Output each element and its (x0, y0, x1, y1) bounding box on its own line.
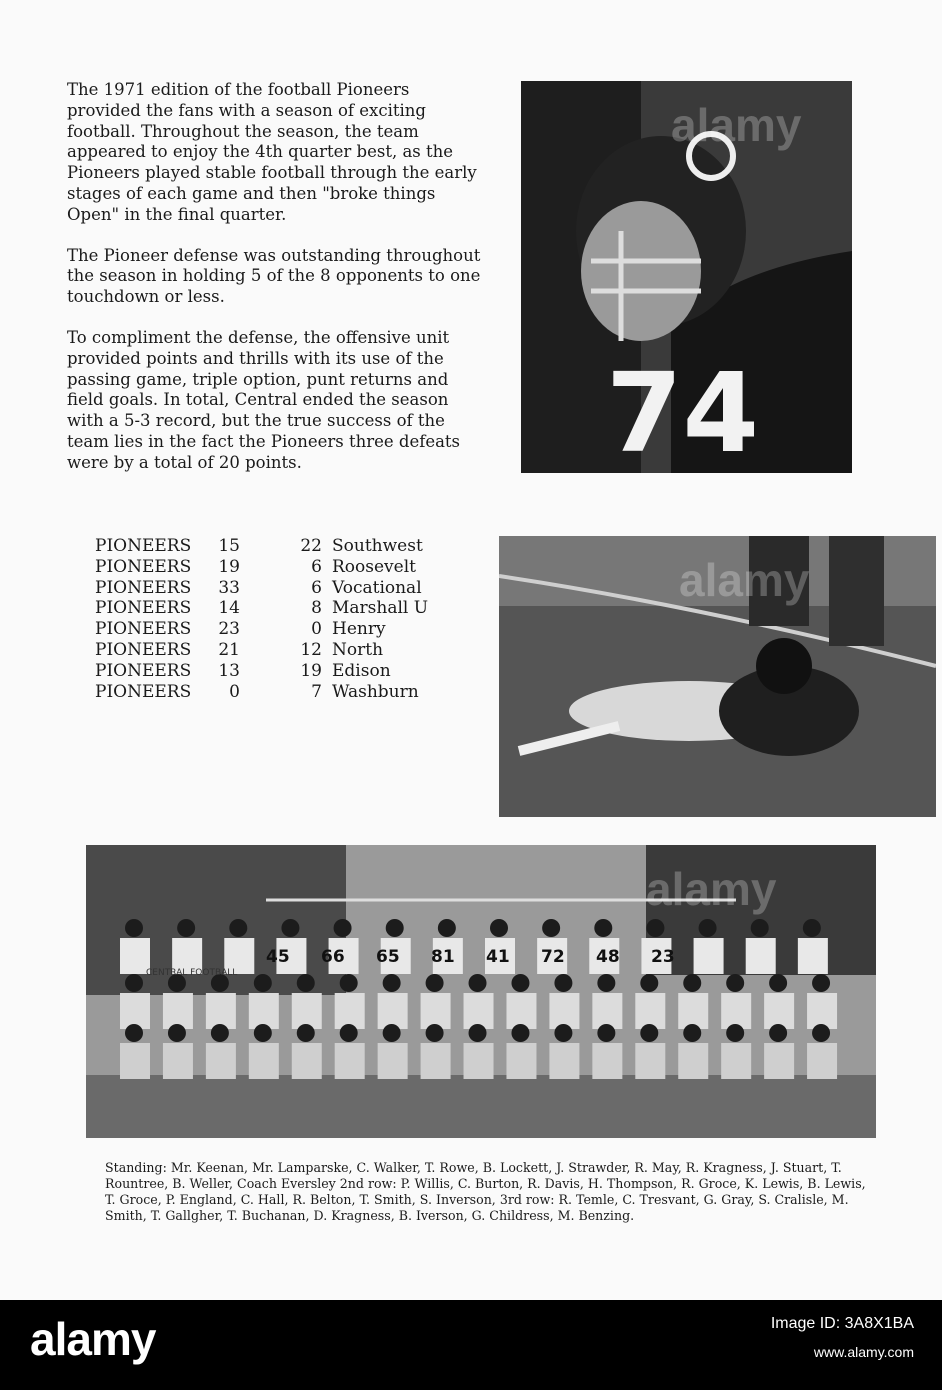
player-jersey (421, 1043, 451, 1079)
player-head (340, 1024, 358, 1042)
image-id: Image ID: 3A8X1BA (770, 1315, 914, 1332)
player-jersey (506, 993, 536, 1029)
player-head (769, 974, 787, 992)
site-url: www.alamy.com (813, 1344, 914, 1360)
intro-text (67, 80, 487, 494)
team-jersey-number: 48 (596, 947, 620, 967)
score-row (95, 557, 428, 578)
player-head (511, 1024, 529, 1042)
intro-paragraph: To compliment the defense, the offensive unit provided points and thrills with its use of the passing game, triple option, punt returns and field goals. In total, Central ended the season with a 5-3 record, but the true success of the team lies in the fact the Pioneers three defeats were by a total of 20 points. (67, 327, 461, 472)
player-head (211, 1024, 229, 1042)
intro-paragraph: The Pioneer defense was outstanding throughout the season in holding 5 of the 8 opponents to one touchdown or less. (67, 245, 481, 307)
pioneers-score: 0 (229, 681, 240, 702)
score-row (95, 536, 428, 557)
opponent-score: 19 (300, 660, 322, 681)
player-jersey (764, 1043, 794, 1079)
tackle-action-photo (499, 536, 936, 817)
player-head (383, 1024, 401, 1042)
player-head (511, 974, 529, 992)
player-head (426, 1024, 444, 1042)
player-head (297, 974, 315, 992)
player-jersey (292, 993, 322, 1029)
player-head (769, 1024, 787, 1042)
player-jersey (249, 993, 279, 1029)
pioneers-score: 13 (218, 660, 240, 681)
jersey-number: 74 (606, 349, 760, 473)
player-jersey (678, 1043, 708, 1079)
player-head (751, 919, 769, 937)
player-head (640, 974, 658, 992)
team-jersey-number: 41 (486, 947, 510, 967)
image-id-block (771, 1310, 914, 1366)
player-head (229, 919, 247, 937)
player-jersey (421, 993, 451, 1029)
player-head (597, 1024, 615, 1042)
player-head (469, 1024, 487, 1042)
opponent-name: Vocational (332, 577, 422, 598)
opponent-score: 6 (311, 577, 322, 598)
team-jersey-number: 81 (431, 947, 455, 967)
player-head (177, 919, 195, 937)
team-name: PIONEERS (95, 619, 192, 640)
player-head (726, 974, 744, 992)
player-head (683, 974, 701, 992)
team-name: PIONEERS (95, 598, 192, 619)
team-photo-caption: Standing: Mr. Keenan, Mr. Lamparske, C. Walker, T. Rowe, B. Lockett, J. Strawder, R. May, R. Kragness, J. Stuart, T. Rountree, B. Weller, Coach Eversley 2nd row: P. Willis, C. Burton, R. Davis, H. Thompson, R. Groce, K. Lewis, B. Lewis, T. Groce, P. England, C. Hall, R. Belton, T. Smith, S. Inverson, 3rd row: R. Temle, C. Tresvant, G. Gray, S. Cralisle, M. Smith, T. Gallgher, T. Buchanan, D. Kragness, B. Iverson, G. Childress, M. Benzing. (105, 1160, 866, 1223)
player-jersey (120, 993, 150, 1029)
player-head (254, 974, 272, 992)
player-jersey (506, 1043, 536, 1079)
player-jersey (206, 1043, 236, 1079)
team-name: PIONEERS (95, 577, 192, 598)
player-head (334, 919, 352, 937)
opponent-score: 6 (311, 556, 322, 577)
opponent-name: Marshall U (332, 598, 429, 619)
opponent-name: Washburn (332, 681, 419, 702)
player-head (168, 1024, 186, 1042)
player-jersey (464, 993, 494, 1029)
player-head (594, 919, 612, 937)
pioneers-score: 21 (218, 639, 240, 660)
team-name: PIONEERS (95, 556, 192, 577)
pioneers-score: 15 (218, 536, 240, 556)
opponent-score: 22 (300, 536, 322, 556)
season-scores-table (95, 536, 428, 702)
player-jersey (807, 993, 837, 1029)
team-name: PIONEERS (95, 536, 192, 556)
team-name: PIONEERS (95, 681, 192, 702)
player-head (281, 919, 299, 937)
player-head (383, 974, 401, 992)
pioneers-score: 23 (218, 619, 240, 640)
intro-paragraph: The 1971 edition of the football Pioneers provided the fans with a season of exciting football. Throughout the season, the team appeared to enjoy the 4th quarter best, as the Pioneers played stable football through the early stages of each game and then "broke things Open" in the final quarter. (67, 80, 477, 224)
player-head (640, 1024, 658, 1042)
team-jersey-number: 45 (266, 947, 290, 967)
opponent-score: 7 (311, 681, 322, 702)
player-jersey (335, 1043, 365, 1079)
player-head (254, 1024, 272, 1042)
player-head (490, 919, 508, 937)
player-jersey (694, 938, 724, 974)
player-jersey (807, 1043, 837, 1079)
player-head (426, 974, 444, 992)
team-group-photo (86, 845, 876, 1138)
player-head (803, 919, 821, 937)
score-row (95, 598, 428, 619)
player-jersey (549, 1043, 579, 1079)
player-head (812, 974, 830, 992)
player-jersey (378, 993, 408, 1029)
score-row (95, 578, 428, 599)
watermark: alamy (671, 99, 802, 151)
player-head (683, 1024, 701, 1042)
player-head (438, 919, 456, 937)
player-jersey (378, 1043, 408, 1079)
player-jersey (635, 1043, 665, 1079)
team-banner: CENTRAL FOOTBALL (146, 968, 238, 978)
player-head (125, 1024, 143, 1042)
team-jersey-number: 72 (541, 947, 565, 967)
player-jersey (292, 1043, 322, 1079)
watermark: alamy (679, 554, 810, 606)
opponent-name: Southwest (332, 536, 423, 556)
player-jersey (120, 1043, 150, 1079)
player-head (554, 974, 572, 992)
opponent-score: 8 (311, 598, 322, 619)
player-head (597, 974, 615, 992)
player-jersey (592, 993, 622, 1029)
score-row (95, 640, 428, 661)
pioneers-score: 33 (218, 577, 240, 598)
player-jersey (206, 993, 236, 1029)
player-jersey (721, 1043, 751, 1079)
player-jersey (335, 993, 365, 1029)
opponent-score: 0 (311, 619, 322, 640)
player-jersey (764, 993, 794, 1029)
team-jersey-number: 65 (376, 947, 400, 967)
player-head (646, 919, 664, 937)
alamy-logo: alamy (30, 1313, 156, 1365)
team-jersey-number: 66 (321, 947, 345, 967)
player-head (542, 919, 560, 937)
player-jersey (464, 1043, 494, 1079)
watermark: alamy (646, 863, 777, 915)
player-jersey (678, 993, 708, 1029)
score-row (95, 682, 428, 703)
player-jersey (163, 993, 193, 1029)
player-head (469, 974, 487, 992)
player-head (812, 1024, 830, 1042)
player-head (554, 1024, 572, 1042)
opponent-name: North (332, 639, 384, 660)
score-row (95, 661, 428, 682)
team-name: PIONEERS (95, 639, 192, 660)
player-jersey (746, 938, 776, 974)
pioneers-score: 19 (218, 556, 240, 577)
player-jersey (592, 1043, 622, 1079)
player-jersey (635, 993, 665, 1029)
player-jersey (163, 1043, 193, 1079)
player-jersey (549, 993, 579, 1029)
player-jersey (798, 938, 828, 974)
player-jersey (249, 1043, 279, 1079)
player-jersey (721, 993, 751, 1029)
opponent-name: Edison (332, 660, 391, 681)
team-jersey-number: 23 (651, 947, 675, 967)
player-head (386, 919, 404, 937)
player-head (125, 919, 143, 937)
score-row (95, 619, 428, 640)
player-head (297, 1024, 315, 1042)
opponent-name: Roosevelt (332, 556, 416, 577)
player-head (726, 1024, 744, 1042)
player-head (340, 974, 358, 992)
player-closeup-photo (521, 81, 852, 473)
team-name: PIONEERS (95, 660, 192, 681)
pioneers-score: 14 (218, 598, 240, 619)
opponent-score: 12 (300, 639, 322, 660)
player-head (125, 974, 143, 992)
opponent-name: Henry (332, 619, 386, 640)
player-head (699, 919, 717, 937)
